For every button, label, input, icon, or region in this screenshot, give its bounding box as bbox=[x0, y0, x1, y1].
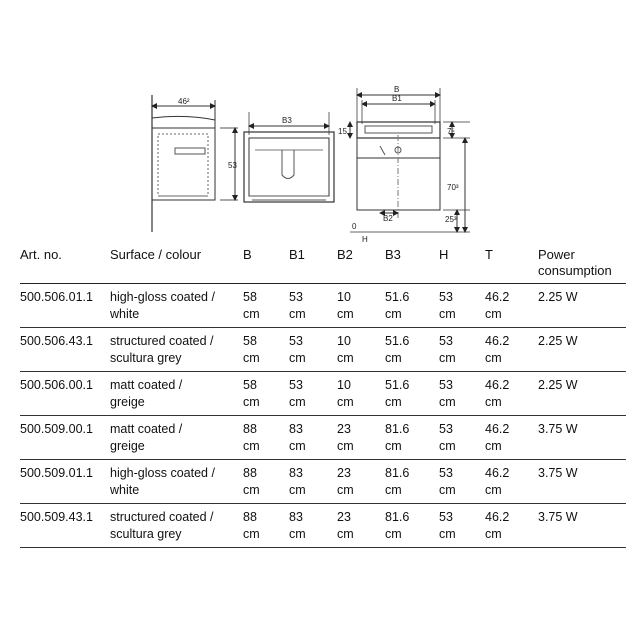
cell-b2 bbox=[337, 416, 385, 460]
cell-surface-line: matt coated / bbox=[110, 378, 183, 392]
cell-t-line: 46.2 bbox=[485, 422, 510, 436]
cell-b-line: cm bbox=[243, 483, 260, 497]
cell-h-line: 53 bbox=[439, 378, 453, 392]
dim-7-label: 7⁵ bbox=[447, 127, 455, 136]
cell-h bbox=[439, 372, 485, 416]
technical-drawings bbox=[0, 0, 640, 250]
cell-t-line: 46.2 bbox=[485, 334, 510, 348]
dim-h-label: H bbox=[362, 235, 368, 244]
cell-power: 3.75 W bbox=[538, 416, 626, 460]
side-view-height-label: 53 bbox=[228, 161, 237, 170]
cell-b3-line: 81.6 bbox=[385, 422, 410, 436]
dim-b-label: B bbox=[394, 85, 400, 94]
cell-t-line: cm bbox=[485, 395, 502, 409]
cell-b bbox=[243, 372, 289, 416]
dimension-view-drawing bbox=[350, 88, 470, 232]
cell-b3 bbox=[385, 284, 439, 328]
cell-art-no: 500.506.43.1 bbox=[20, 328, 110, 372]
cell-b3 bbox=[385, 328, 439, 372]
cell-h-line: 53 bbox=[439, 334, 453, 348]
cell-t-line: 46.2 bbox=[485, 510, 510, 524]
cell-b1 bbox=[289, 328, 337, 372]
cell-b2-line: 10 bbox=[337, 290, 351, 304]
cell-b1-line: 53 bbox=[289, 378, 303, 392]
cell-surface-line: matt coated / bbox=[110, 422, 183, 436]
cell-h-line: cm bbox=[439, 439, 456, 453]
table-header-row bbox=[20, 243, 626, 284]
table-row bbox=[20, 416, 626, 460]
cell-surface bbox=[110, 372, 243, 416]
cell-b1-line: 83 bbox=[289, 466, 303, 480]
cell-b2-line: cm bbox=[337, 439, 354, 453]
cell-h-line: cm bbox=[439, 307, 456, 321]
cell-h bbox=[439, 284, 485, 328]
header-surface: Surface / colour bbox=[110, 243, 243, 284]
cell-surface-line: structured coated / bbox=[110, 334, 214, 348]
cell-h-line: 53 bbox=[439, 290, 453, 304]
table-row bbox=[20, 504, 626, 548]
cell-b3-line: 51.6 bbox=[385, 334, 410, 348]
cell-b-line: cm bbox=[243, 439, 260, 453]
cell-b-line: cm bbox=[243, 351, 260, 365]
header-t: T bbox=[485, 243, 538, 284]
cell-h-line: cm bbox=[439, 395, 456, 409]
cell-b bbox=[243, 460, 289, 504]
cell-surface bbox=[110, 328, 243, 372]
cell-b3-line: 81.6 bbox=[385, 466, 410, 480]
cell-b1-line: cm bbox=[289, 483, 306, 497]
cell-surface-line: scultura grey bbox=[110, 527, 182, 541]
cell-b bbox=[243, 416, 289, 460]
table-row bbox=[20, 284, 626, 328]
cell-b1-line: 83 bbox=[289, 510, 303, 524]
cell-b3-line: cm bbox=[385, 307, 402, 321]
dim-b1-label: B1 bbox=[392, 94, 402, 103]
cell-power: 2.25 W bbox=[538, 328, 626, 372]
cell-t bbox=[485, 328, 538, 372]
cell-t-line: 46.2 bbox=[485, 378, 510, 392]
cell-surface bbox=[110, 416, 243, 460]
cell-art-no: 500.506.00.1 bbox=[20, 372, 110, 416]
cell-b1-line: cm bbox=[289, 439, 306, 453]
cell-t bbox=[485, 372, 538, 416]
dim-0-label: 0 bbox=[352, 222, 357, 231]
cell-b1 bbox=[289, 284, 337, 328]
cell-surface-line: greige bbox=[110, 395, 145, 409]
cell-b1-line: cm bbox=[289, 527, 306, 541]
cell-b2-line: cm bbox=[337, 483, 354, 497]
cell-t-line: 46.2 bbox=[485, 466, 510, 480]
dim-70-label: 70³ bbox=[447, 183, 459, 192]
cell-b-line: cm bbox=[243, 527, 260, 541]
header-b1: B1 bbox=[289, 243, 337, 284]
cell-h-line: 53 bbox=[439, 422, 453, 436]
cell-surface bbox=[110, 284, 243, 328]
cell-t bbox=[485, 416, 538, 460]
cell-surface-line: greige bbox=[110, 439, 145, 453]
cell-surface-line: white bbox=[110, 483, 140, 497]
cell-b2 bbox=[337, 328, 385, 372]
header-power: Power consumption bbox=[538, 243, 626, 284]
cell-art-no: 500.506.01.1 bbox=[20, 284, 110, 328]
cell-h-line: cm bbox=[439, 351, 456, 365]
cell-t bbox=[485, 284, 538, 328]
cell-surface-line: high-gloss coated / bbox=[110, 290, 215, 304]
cell-b3-line: cm bbox=[385, 483, 402, 497]
cell-b1-line: 53 bbox=[289, 290, 303, 304]
cell-t-line: cm bbox=[485, 307, 502, 321]
table-row bbox=[20, 372, 626, 416]
cell-b bbox=[243, 328, 289, 372]
cell-b1 bbox=[289, 372, 337, 416]
cell-b-line: cm bbox=[243, 395, 260, 409]
cell-t-line: cm bbox=[485, 483, 502, 497]
cell-b2 bbox=[337, 372, 385, 416]
header-h: H bbox=[439, 243, 485, 284]
header-art-no: Art. no. bbox=[20, 243, 110, 284]
cell-surface bbox=[110, 504, 243, 548]
cell-h-line: cm bbox=[439, 483, 456, 497]
cell-art-no: 500.509.43.1 bbox=[20, 504, 110, 548]
cell-t-line: cm bbox=[485, 439, 502, 453]
cell-b3-line: cm bbox=[385, 395, 402, 409]
cell-power: 2.25 W bbox=[538, 284, 626, 328]
cell-b-line: 88 bbox=[243, 422, 257, 436]
header-b: B bbox=[243, 243, 289, 284]
cell-t-line: cm bbox=[485, 527, 502, 541]
cell-t bbox=[485, 504, 538, 548]
cell-h-line: 53 bbox=[439, 510, 453, 524]
cell-surface-line: high-gloss coated / bbox=[110, 466, 215, 480]
cell-h bbox=[439, 504, 485, 548]
side-view-width-label: 46² bbox=[178, 97, 190, 106]
cell-b3-line: 51.6 bbox=[385, 290, 410, 304]
cell-h bbox=[439, 460, 485, 504]
cell-b1-line: cm bbox=[289, 307, 306, 321]
cell-b3 bbox=[385, 372, 439, 416]
cell-b-line: 58 bbox=[243, 334, 257, 348]
cell-art-no: 500.509.00.1 bbox=[20, 416, 110, 460]
cell-surface bbox=[110, 460, 243, 504]
cell-b2 bbox=[337, 460, 385, 504]
cell-power: 3.75 W bbox=[538, 460, 626, 504]
cell-art-no: 500.509.01.1 bbox=[20, 460, 110, 504]
dim-15-label: 15 bbox=[338, 127, 347, 136]
cell-b1-line: cm bbox=[289, 395, 306, 409]
cell-surface-line: scultura grey bbox=[110, 351, 182, 365]
cell-b2-line: cm bbox=[337, 395, 354, 409]
cell-b-line: cm bbox=[243, 307, 260, 321]
cell-b3 bbox=[385, 460, 439, 504]
dim-b2-label: B2 bbox=[383, 214, 393, 223]
cell-h-line: cm bbox=[439, 527, 456, 541]
table-row bbox=[20, 460, 626, 504]
cell-b3-line: cm bbox=[385, 351, 402, 365]
cell-b bbox=[243, 284, 289, 328]
cell-b2-line: 10 bbox=[337, 334, 351, 348]
cell-b1-line: 53 bbox=[289, 334, 303, 348]
cell-b2-line: 23 bbox=[337, 466, 351, 480]
cell-b-line: 58 bbox=[243, 290, 257, 304]
front-view-drawing bbox=[244, 112, 334, 202]
cell-b2-line: cm bbox=[337, 351, 354, 365]
cell-b1 bbox=[289, 416, 337, 460]
cell-power: 3.75 W bbox=[538, 504, 626, 548]
table-row bbox=[20, 328, 626, 372]
cell-b1-line: 83 bbox=[289, 422, 303, 436]
cell-b3-line: 51.6 bbox=[385, 378, 410, 392]
cell-b2-line: cm bbox=[337, 307, 354, 321]
cell-b2 bbox=[337, 284, 385, 328]
cell-b2-line: cm bbox=[337, 527, 354, 541]
cell-t-line: 46.2 bbox=[485, 290, 510, 304]
cell-b3 bbox=[385, 416, 439, 460]
front-view-b3-label: B3 bbox=[282, 116, 292, 125]
cell-b3 bbox=[385, 504, 439, 548]
header-b2: B2 bbox=[337, 243, 385, 284]
cell-b1 bbox=[289, 504, 337, 548]
side-view-drawing bbox=[152, 95, 238, 232]
cell-b-line: 88 bbox=[243, 510, 257, 524]
cell-t bbox=[485, 460, 538, 504]
cell-surface-line: white bbox=[110, 307, 140, 321]
cell-surface-line: structured coated / bbox=[110, 510, 214, 524]
cell-h bbox=[439, 416, 485, 460]
header-b3: B3 bbox=[385, 243, 439, 284]
cell-power: 2.25 W bbox=[538, 372, 626, 416]
cell-b3-line: cm bbox=[385, 527, 402, 541]
spec-table bbox=[20, 243, 626, 548]
cell-t-line: cm bbox=[485, 351, 502, 365]
dim-25-label: 25³ bbox=[445, 215, 457, 224]
cell-h-line: 53 bbox=[439, 466, 453, 480]
cell-b2-line: 10 bbox=[337, 378, 351, 392]
cell-b3-line: 81.6 bbox=[385, 510, 410, 524]
cell-b2 bbox=[337, 504, 385, 548]
cell-b1 bbox=[289, 460, 337, 504]
cell-h bbox=[439, 328, 485, 372]
cell-b2-line: 23 bbox=[337, 422, 351, 436]
cell-b1-line: cm bbox=[289, 351, 306, 365]
cell-b-line: 58 bbox=[243, 378, 257, 392]
cell-b2-line: 23 bbox=[337, 510, 351, 524]
cell-b bbox=[243, 504, 289, 548]
cell-b3-line: cm bbox=[385, 439, 402, 453]
cell-b-line: 88 bbox=[243, 466, 257, 480]
